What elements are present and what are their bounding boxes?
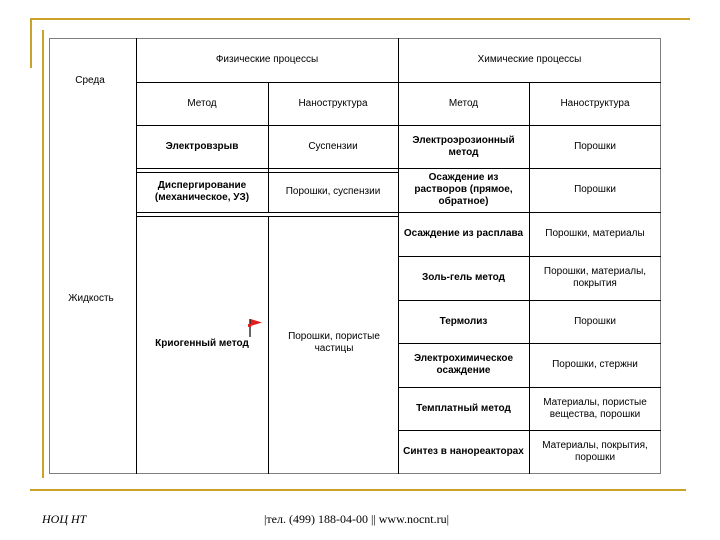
- physical-nano-header: Наноструктура: [298, 97, 368, 109]
- slide-left-rule: [30, 18, 32, 68]
- chemical-method-5: Термолиз: [439, 315, 488, 327]
- chemical-nano-5: Порошки: [574, 315, 616, 327]
- env-header: Среда: [75, 75, 105, 86]
- chemical-nano-8: Материалы, покрытия, порошки: [542, 440, 648, 463]
- slide-top-rule: [30, 18, 690, 20]
- footer-contact: |тел. (499) 188-04-00 || www.nocnt.ru|: [264, 512, 450, 526]
- physical-nano-3: Порошки, пористые частицы: [288, 331, 380, 354]
- chemical-method-7: Темплатный метод: [416, 402, 511, 414]
- divider: [136, 212, 398, 213]
- physical-method-3: Криогенный метод: [155, 338, 249, 349]
- footer-org: НОЦ НТ: [42, 512, 87, 526]
- divider: [268, 216, 269, 474]
- chemical-method-3: Осаждение из расплава: [403, 228, 524, 239]
- chemical-nano-4: Порошки, материалы, покрытия: [543, 266, 647, 289]
- chemical-method-2: Осаждение из растворов (прямое, обратное): [414, 172, 513, 207]
- slide-inner-rule: [42, 30, 44, 478]
- chemical-nano-3: Порошки, материалы: [545, 228, 645, 239]
- divider: [136, 216, 398, 217]
- chemical-nano-6: Порошки, стержни: [552, 359, 638, 370]
- chemical-nano-1: Порошки: [574, 140, 616, 152]
- chemical-nano-header: Наноструктура: [560, 97, 630, 109]
- chemical-method-6: Электрохимическое осаждение: [413, 353, 514, 376]
- flag-icon: [246, 316, 266, 338]
- env-liquid-label: Жидкость: [68, 293, 114, 304]
- chemical-nano-2: Порошки: [574, 184, 616, 195]
- chemical-method-8: Синтез в нанореакторах: [403, 446, 524, 457]
- chemical-nano-7: Материалы, пористые вещества, порошки: [543, 396, 647, 420]
- physical-nano-2: Порошки, суспензии: [285, 186, 381, 197]
- physical-nano-1: Суспензии: [308, 140, 358, 152]
- physical-method-header: Метод: [187, 97, 217, 109]
- physical-method-2: Диспергирование (механическое, УЗ): [154, 180, 250, 203]
- chemical-method-4: Золь-гель метод: [422, 272, 505, 283]
- chemical-method-header: Метод: [448, 97, 479, 109]
- physical-method-1: Электровзрыв: [165, 140, 239, 152]
- physical-header: Физические процессы: [215, 54, 319, 65]
- slide-bottom-rule: [30, 489, 686, 491]
- chemical-method-1: Электроэрозионный метод: [412, 134, 515, 158]
- chemical-header: Химические процессы: [477, 54, 582, 65]
